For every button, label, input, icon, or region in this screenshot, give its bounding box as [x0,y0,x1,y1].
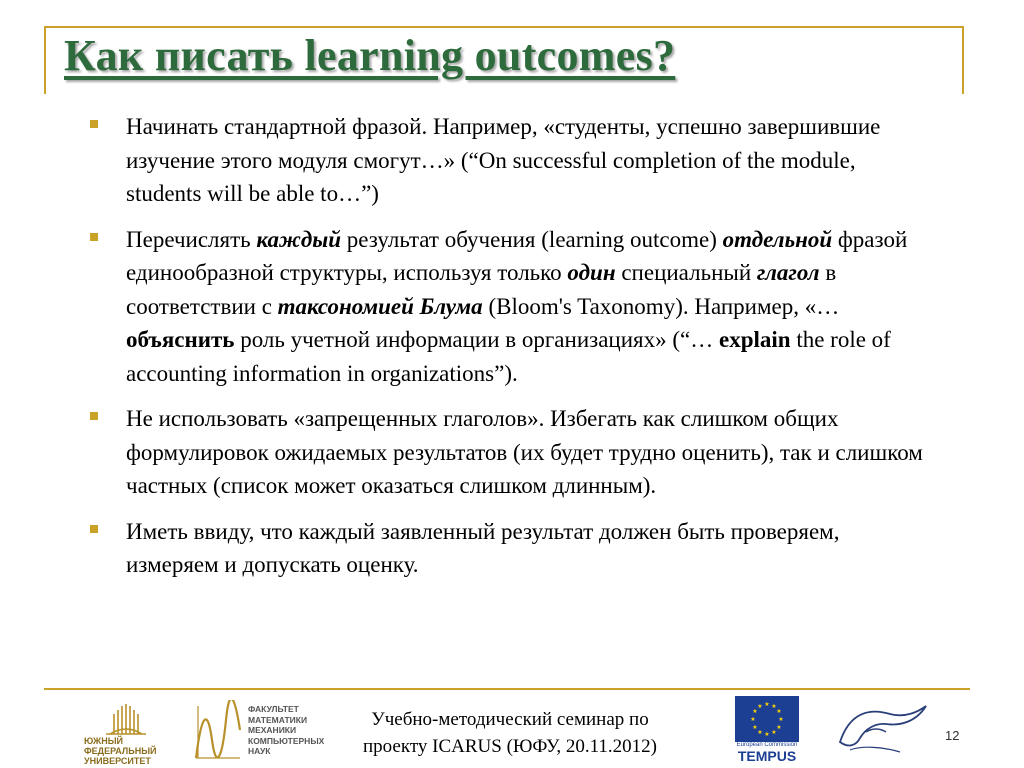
bullet-text-segment: результат обучения (learning outcome) [341,226,723,252]
sfu-logo-text [84,736,186,766]
title-frame-right-border [962,26,964,94]
title-frame-left-border [44,26,46,94]
bullet-text-segment: (Bloom's Taxonomy). Например, «… [482,293,840,319]
bullet-text-segment: Не использовать «запрещенных глаголов». Избегать как слишком общих формулировок ожидаемых результатов (их будет трудно оценить), так и слишком частных (список может оказаться слишком длинным). [126,406,923,498]
bullet-text-segment: the role of accounting information in organizations”). [126,327,891,386]
math-faculty-logo-text [248,704,324,757]
bullet-text-segment: объяснить [126,327,235,352]
bullet-text-segment: explain [719,327,791,352]
svg-text:★: ★ [750,716,756,723]
sfu-text-line-2: ФЕДЕРАЛЬНЫЙ [84,746,157,756]
eu-flag-icon [735,696,799,742]
bullet-square-icon [90,120,98,128]
svg-text:★: ★ [752,724,758,731]
footer-caption-line-2: проекту ICARUS (ЮФУ, 20.11.2012) [363,736,657,757]
svg-text:★: ★ [752,708,758,715]
bullet-text-segment: каждый [256,226,342,252]
svg-text:★: ★ [771,703,777,710]
bullet-item [84,223,924,391]
sfu-text-line-1: ЮЖНЫЙ [84,736,123,746]
bullet-text-segment: Перечислять [126,226,257,252]
footer-divider [44,688,970,690]
bullet-text-segment: отдельной [722,226,833,252]
footer-caption [330,706,690,760]
svg-text:★: ★ [764,701,770,708]
eu-commission-label: European Commission [736,742,798,748]
faculty-text-line-4: КОМПЬЮТЕРНЫХ [248,735,325,746]
faculty-text-line-1: ФАКУЛЬТЕТ [248,704,299,714]
bullet-list [84,110,924,594]
icarus-logo-icon [830,702,930,758]
svg-text:★: ★ [776,708,782,715]
title-frame-top-border [44,26,964,28]
bullet-square-icon [90,525,98,533]
svg-text:★: ★ [776,724,782,731]
math-faculty-logo-icon [192,700,244,762]
faculty-text-line-3: МЕХАНИКИ [248,725,297,735]
bullet-text-segment: в соответствии с [126,260,837,319]
slide-title: Как писать learning outcomes? [64,31,676,80]
bullet-square-icon [90,412,98,420]
bullet-text-segment: Иметь ввиду, что каждый заявленный результат должен быть проверяем, измеряем и допускать оценку. [126,518,840,577]
tempus-label: TEMPUS [737,748,797,764]
bullet-text-segment: таксономией Блума [277,293,483,319]
page-number: 12 [945,728,960,743]
svg-text:★: ★ [771,729,777,736]
bullet-text-segment: фразой единообразной структуры, используя только [126,226,908,285]
bullet-item [84,515,924,582]
bullet-item [84,110,924,211]
bullet-square-icon [90,233,98,241]
svg-text:★: ★ [764,731,770,738]
faculty-text-line-5: НАУК [248,746,271,756]
bullet-text-segment: глагол [756,260,820,285]
bullet-text-segment: специальный [615,260,757,285]
bullet-item [84,402,924,503]
bullet-text-segment: роль учетной информации в организациях» (“… [234,327,719,352]
svg-text:★: ★ [757,703,763,710]
footer-caption-line-1: Учебно-методический семинар по [371,709,649,730]
sfu-text-line-3: УНИВЕРСИТЕТ [84,756,151,766]
bullet-text-segment: Начинать стандартной фразой. Например, «студенты, успешно завершившие изучение этого модуля смогут…» (“On successful completion of the module, students will be able to…”) [126,114,881,206]
faculty-text-line-2: МАТЕМАТИКИ [248,714,308,725]
svg-text:★: ★ [757,729,763,736]
svg-text:★: ★ [778,716,784,723]
bullet-text-segment: один [567,260,616,285]
